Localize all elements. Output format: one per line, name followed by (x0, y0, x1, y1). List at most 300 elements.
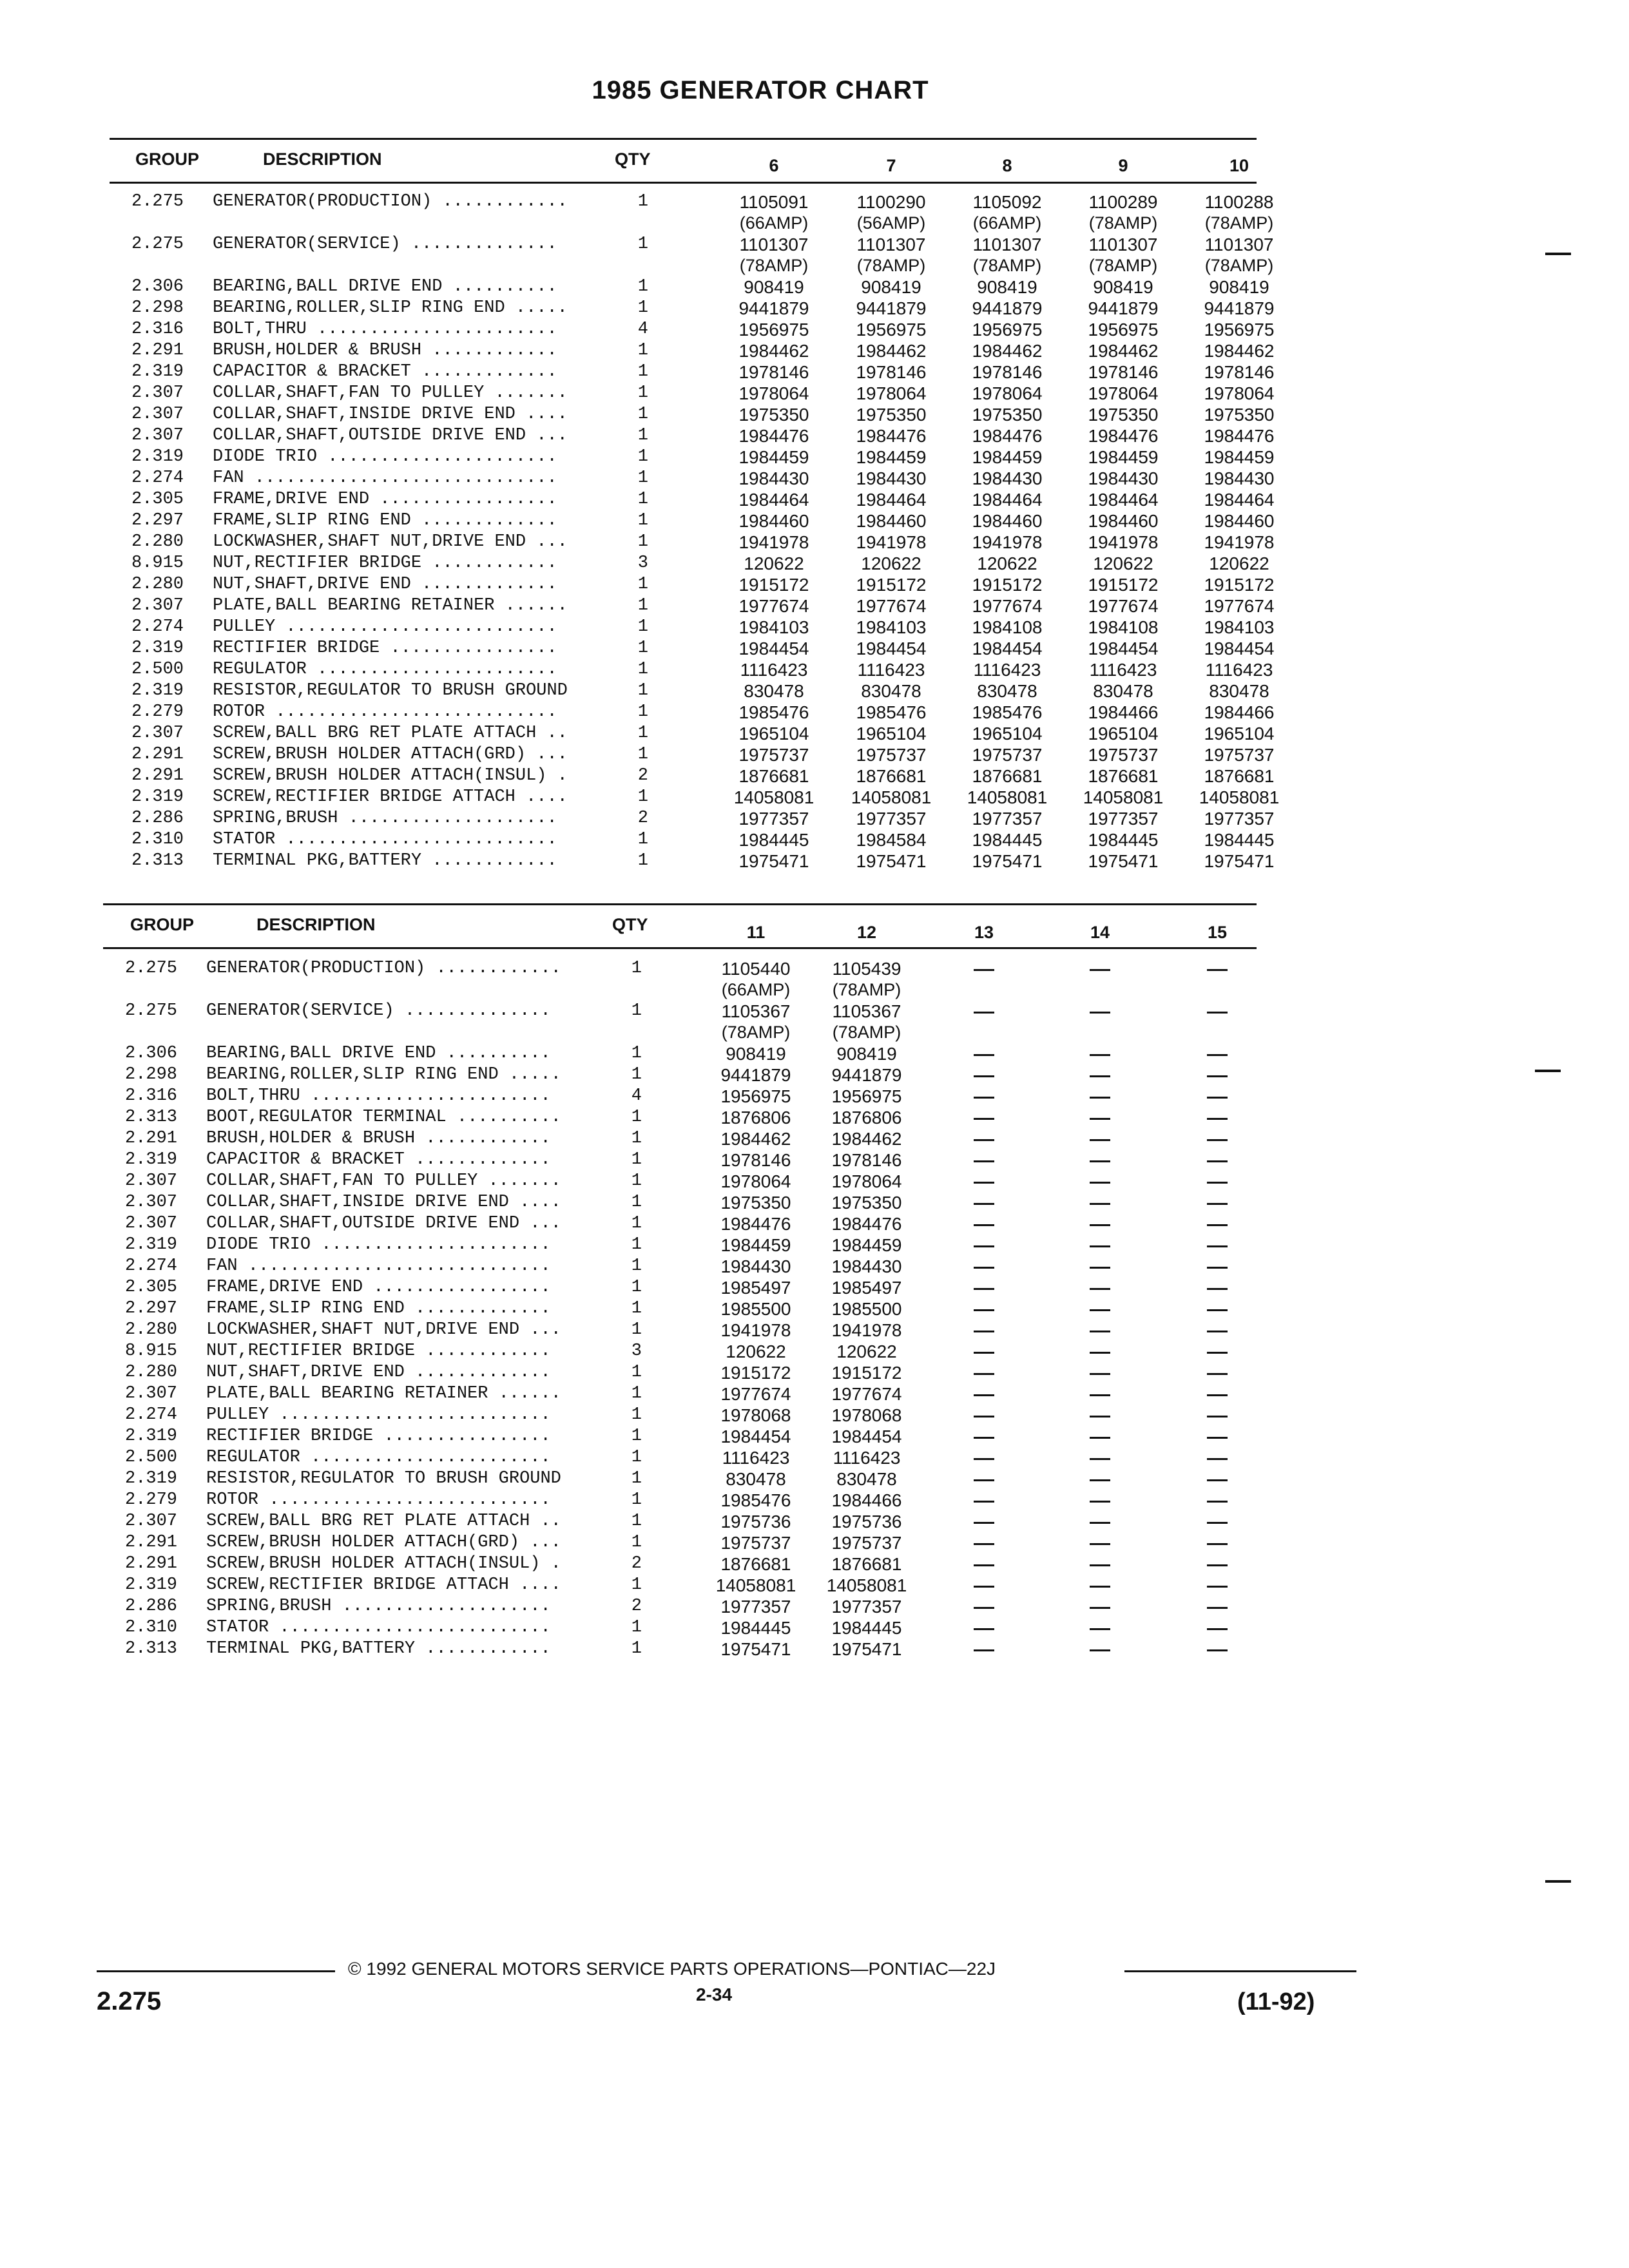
group-code: 2.275 (97, 1987, 162, 2015)
not-applicable-dash (1052, 1171, 1148, 1192)
dash-mark (1090, 1522, 1110, 1524)
part-number-cell: 1984454 (831, 1427, 902, 1446)
part-number-cell: 1941978 (856, 532, 927, 552)
not-applicable-dash (936, 1512, 1032, 1532)
dash-mark (974, 1416, 994, 1418)
amperage-cell: (78AMP) (1088, 256, 1158, 275)
dash-mark (1090, 1288, 1110, 1290)
dash-mark (1090, 1416, 1110, 1418)
group-cell: 2.306 (125, 1044, 178, 1063)
dash-mark (1090, 1245, 1110, 1247)
header-description: DESCRIPTION (256, 915, 376, 934)
dash-mark (1090, 1543, 1110, 1545)
not-applicable-dash (1169, 1490, 1266, 1511)
dash-mark (1207, 1649, 1228, 1651)
part-number-cell: 1978064 (856, 383, 927, 403)
table-row (110, 468, 1275, 490)
part-number-cell: 1984464 (1204, 490, 1275, 510)
qty-cell: 1 (631, 1512, 642, 1531)
part-number-cell: 1984430 (831, 1256, 902, 1276)
part-number-cell: 1105439 (832, 959, 901, 979)
description-cell: PULLEY .......................... (213, 617, 557, 637)
amperage-cell: (66AMP) (739, 213, 809, 233)
not-applicable-dash (1052, 1278, 1148, 1298)
part-number-cell: 1984459 (738, 447, 809, 467)
table-row (110, 426, 1275, 447)
part-number-cell: 1984445 (1088, 830, 1159, 850)
part-number-cell: 1984476 (1204, 426, 1275, 446)
qty-cell: 1 (631, 1256, 642, 1276)
table-row (110, 809, 1275, 830)
part-number-cell: 1965104 (972, 724, 1043, 744)
table-row (103, 1341, 1257, 1363)
table-row (110, 617, 1275, 639)
part-number-cell: 1956975 (1088, 320, 1159, 340)
part-number-cell: 1984454 (972, 639, 1043, 658)
description-cell: CAPACITOR & BRACKET ............. (213, 362, 557, 381)
part-number-cell: 1105091 (739, 192, 809, 212)
qty-cell: 1 (637, 277, 648, 296)
description-cell: COLLAR,SHAFT,OUTSIDE DRIVE END ... (213, 426, 568, 445)
group-cell: 2.310 (131, 830, 184, 849)
group-cell: 2.307 (131, 405, 184, 424)
dash-mark (1207, 1564, 1228, 1566)
table-row (103, 1427, 1257, 1448)
description-cell: GENERATOR(SERVICE) .............. (213, 235, 557, 254)
qty-cell: 1 (631, 1320, 642, 1340)
table-row (110, 341, 1275, 362)
part-number-cell: 1956975 (720, 1086, 791, 1106)
description-cell: REGULATOR ....................... (213, 660, 557, 679)
dash-mark (1090, 1649, 1110, 1651)
part-number-cell: 1984454 (738, 639, 809, 658)
part-number-cell: 1984462 (738, 341, 809, 361)
part-number-cell: 1915172 (972, 575, 1043, 595)
table-row (110, 745, 1275, 766)
group-cell: 2.280 (125, 1320, 178, 1340)
not-applicable-dash (1052, 1575, 1148, 1596)
not-applicable-dash (936, 1044, 1032, 1064)
group-cell: 2.291 (131, 766, 184, 785)
not-applicable-dash (1052, 1618, 1148, 1639)
description-cell: SCREW,RECTIFIER BRIDGE ATTACH .... (206, 1575, 561, 1595)
qty-cell: 1 (637, 468, 648, 488)
not-applicable-dash (1052, 1065, 1148, 1086)
part-number-cell: 1977674 (1088, 596, 1159, 616)
table-row (110, 851, 1275, 872)
group-cell: 2.291 (125, 1129, 178, 1148)
qty-cell: 1 (631, 1490, 642, 1510)
table-row (110, 766, 1275, 787)
part-number-cell: 1975736 (831, 1512, 902, 1532)
part-number-cell: 1915172 (831, 1363, 902, 1383)
table-row (110, 320, 1275, 341)
part-number-cell: 1915172 (1204, 575, 1275, 595)
table-row (103, 1108, 1257, 1129)
qty-cell: 1 (637, 681, 648, 700)
qty-cell: 1 (631, 1448, 642, 1467)
table-row (103, 1235, 1257, 1256)
table-row (103, 1384, 1257, 1405)
table-row (103, 1490, 1257, 1512)
dash-mark (974, 1522, 994, 1524)
table-row (103, 1150, 1257, 1171)
not-applicable-dash (1052, 1363, 1148, 1383)
qty-cell: 1 (631, 1427, 642, 1446)
table-row (110, 192, 1274, 213)
part-number-cell: 1876681 (831, 1554, 902, 1574)
dash-mark (1207, 1607, 1228, 1609)
part-number-cell: 1978064 (972, 383, 1043, 403)
qty-cell: 1 (637, 639, 648, 658)
dash-mark (1207, 1331, 1228, 1332)
not-applicable-dash (936, 1448, 1032, 1468)
header-group: GROUP (135, 149, 200, 169)
part-number-cell: 1975471 (1088, 851, 1159, 871)
amperage-cell: (78AMP) (1088, 213, 1158, 233)
qty-cell: 1 (631, 1001, 642, 1021)
part-number-cell: 1975737 (1088, 745, 1159, 765)
part-number-cell: 1984476 (1088, 426, 1159, 446)
dash-mark (1090, 1267, 1110, 1269)
part-number-cell: 1978146 (1088, 362, 1159, 382)
group-cell: 2.279 (131, 702, 184, 722)
dash-mark (974, 1628, 994, 1630)
part-number-cell: 1978064 (831, 1171, 902, 1191)
not-applicable-dash (1169, 1512, 1266, 1532)
dash-mark (1090, 1139, 1110, 1141)
part-number-cell: 120622 (744, 553, 804, 573)
qty-cell: 1 (631, 1469, 642, 1488)
part-number-cell: 1105367 (832, 1001, 901, 1021)
footer-rule-left (97, 1970, 335, 1972)
part-number-cell: 1985476 (972, 702, 1043, 722)
part-number-cell: 908419 (1209, 277, 1269, 297)
part-number-cell: 1116423 (1205, 660, 1273, 680)
description-cell: GENERATOR(SERVICE) .............. (206, 1001, 551, 1021)
dash-mark (974, 1331, 994, 1332)
not-applicable-dash (1169, 1384, 1266, 1405)
part-number-cell: 1984464 (972, 490, 1043, 510)
part-number-cell: 1984430 (1204, 468, 1275, 488)
part-number-cell: 830478 (726, 1469, 786, 1489)
part-number-cell: 1984459 (1088, 447, 1159, 467)
not-applicable-dash (1052, 1469, 1148, 1490)
group-cell: 2.307 (131, 596, 184, 615)
not-applicable-dash (1052, 1235, 1148, 1256)
group-cell: 2.307 (131, 426, 184, 445)
part-number-cell: 1876681 (1088, 766, 1159, 786)
dash-mark (1090, 1097, 1110, 1099)
part-number-cell: 1978064 (720, 1171, 791, 1191)
part-number-cell: 908419 (744, 277, 804, 297)
part-number-cell: 1100288 (1204, 192, 1274, 212)
dash-mark (1090, 1607, 1110, 1609)
not-applicable-dash (936, 1001, 1032, 1022)
not-applicable-dash (1052, 1044, 1148, 1064)
qty-cell: 1 (631, 1065, 642, 1084)
part-number-cell: 9441879 (720, 1065, 791, 1085)
description-cell: COLLAR,SHAFT,INSIDE DRIVE END .... (213, 405, 568, 424)
dash-mark (1090, 1309, 1110, 1311)
description-cell: BEARING,ROLLER,SLIP RING END ..... (213, 298, 568, 318)
amperage-cell: (78AMP) (832, 1023, 901, 1042)
dash-mark (1090, 1586, 1110, 1588)
part-number-cell: 1101307 (972, 235, 1042, 255)
qty-cell: 4 (637, 320, 648, 339)
table-row (103, 1597, 1257, 1618)
part-number-cell: 1984476 (720, 1214, 791, 1234)
dash-mark (974, 1097, 994, 1099)
description-cell: FRAME,SLIP RING END ............. (206, 1299, 551, 1318)
qty-cell: 2 (631, 1597, 642, 1616)
dash-mark (1207, 1288, 1228, 1290)
group-cell: 2.307 (125, 1512, 178, 1531)
amperage-cell: (78AMP) (832, 980, 901, 999)
amperage-cell: (78AMP) (856, 256, 926, 275)
dash-mark (974, 1309, 994, 1311)
qty-cell: 1 (631, 1278, 642, 1297)
group-cell: 2.291 (125, 1533, 178, 1552)
not-applicable-dash (936, 1235, 1032, 1256)
dash-mark (974, 1245, 994, 1247)
part-number-cell: 1978146 (720, 1150, 791, 1170)
dash-mark (1090, 1203, 1110, 1205)
description-cell: TERMINAL PKG,BATTERY ............ (213, 851, 557, 870)
group-cell: 2.274 (125, 1405, 178, 1425)
dash-mark (1207, 1118, 1228, 1120)
part-number-cell: 830478 (744, 681, 804, 701)
qty-cell: 1 (637, 383, 648, 403)
dash-mark (974, 1352, 994, 1354)
dash-mark (974, 1012, 994, 1014)
table-row (103, 1639, 1257, 1660)
part-number-cell: 1975471 (831, 1639, 902, 1659)
group-cell: 2.319 (125, 1469, 178, 1488)
dash-mark (974, 1458, 994, 1460)
description-cell: BRUSH,HOLDER & BRUSH ............ (213, 341, 557, 360)
not-applicable-dash (1052, 1108, 1148, 1128)
part-number-cell: 1975350 (720, 1193, 791, 1213)
dash-mark (974, 1373, 994, 1375)
dash-mark (1207, 1054, 1228, 1056)
part-number-cell: 1984445 (720, 1618, 791, 1638)
part-number-cell: 9441879 (738, 298, 809, 318)
part-number-cell: 1978064 (1088, 383, 1159, 403)
part-number-cell: 9441879 (856, 298, 927, 318)
part-number-cell: 1984103 (1204, 617, 1275, 637)
dash-mark (1090, 1458, 1110, 1460)
description-cell: COLLAR,SHAFT,INSIDE DRIVE END .... (206, 1193, 561, 1212)
part-number-cell: 1975471 (1204, 851, 1275, 871)
qty-cell: 4 (631, 1086, 642, 1106)
description-cell: SCREW,BRUSH HOLDER ATTACH(INSUL) . (206, 1554, 561, 1573)
part-number-cell: 14058081 (1083, 787, 1164, 807)
group-cell: 2.280 (131, 575, 184, 594)
dash-mark (1207, 1522, 1228, 1524)
qty-cell: 1 (631, 959, 642, 978)
dash-mark (974, 1224, 994, 1226)
part-number-cell: 9441879 (831, 1065, 902, 1085)
dash-mark (1090, 1564, 1110, 1566)
table-row (103, 1044, 1257, 1065)
dash-mark (1207, 1224, 1228, 1226)
part-number-cell: 1876681 (720, 1554, 791, 1574)
part-number-cell: 1978146 (831, 1150, 902, 1170)
part-number-cell: 1965104 (856, 724, 927, 744)
table-row (103, 1575, 1257, 1597)
qty-cell: 1 (637, 660, 648, 679)
not-applicable-dash (936, 1086, 1032, 1107)
not-applicable-dash (936, 1554, 1032, 1575)
qty-cell: 1 (637, 617, 648, 637)
part-number-cell: 1984454 (720, 1427, 791, 1446)
dash-mark (1207, 1628, 1228, 1630)
dash-mark (1090, 1501, 1110, 1503)
qty-cell: 1 (631, 1618, 642, 1637)
header-rule (110, 182, 1257, 184)
part-number-cell: 1977674 (738, 596, 809, 616)
not-applicable-dash (1052, 1490, 1148, 1511)
qty-cell: 1 (637, 405, 648, 424)
qty-cell: 1 (637, 830, 648, 849)
qty-cell: 1 (637, 235, 648, 254)
not-applicable-dash (936, 1108, 1032, 1128)
part-number-cell: 1984459 (831, 1235, 902, 1255)
table-header (110, 129, 1257, 186)
not-applicable-dash (1169, 1427, 1266, 1447)
group-cell: 2.319 (131, 681, 184, 700)
part-number-cell: 9441879 (1088, 298, 1159, 318)
group-cell: 2.275 (131, 235, 184, 254)
part-number-cell: 9441879 (972, 298, 1043, 318)
part-number-cell: 1984476 (738, 426, 809, 446)
part-number-cell: 1984462 (831, 1129, 902, 1149)
part-number-cell: 1876681 (738, 766, 809, 786)
not-applicable-dash (1052, 1001, 1148, 1022)
description-cell: BOLT,THRU ....................... (213, 320, 557, 339)
part-number-cell: 1984445 (1204, 830, 1275, 850)
part-number-cell: 1100290 (856, 192, 926, 212)
group-cell: 8.915 (125, 1341, 178, 1361)
amperage-row (110, 256, 1274, 277)
header-col: 15 (1207, 923, 1228, 942)
group-cell: 2.319 (131, 787, 184, 807)
part-number-cell: 830478 (836, 1469, 897, 1489)
part-number-cell: 1984445 (972, 830, 1043, 850)
dash-mark (1207, 1543, 1228, 1545)
part-number-cell: 1977674 (856, 596, 927, 616)
part-number-cell: 830478 (1093, 681, 1153, 701)
header-col: 12 (856, 923, 877, 942)
group-cell: 2.291 (131, 341, 184, 360)
not-applicable-dash (1169, 1618, 1266, 1639)
part-number-cell: 1975471 (856, 851, 927, 871)
dash-mark (1207, 1160, 1228, 1162)
qty-cell: 1 (637, 447, 648, 466)
dash-mark (974, 1649, 994, 1651)
part-number-cell: 1116423 (1089, 660, 1157, 680)
not-applicable-dash (936, 1129, 1032, 1149)
part-number-cell: 1975350 (738, 405, 809, 425)
group-cell: 2.307 (125, 1171, 178, 1191)
dash-mark (1090, 1479, 1110, 1481)
description-cell: SCREW,BRUSH HOLDER ATTACH(INSUL) . (213, 766, 568, 785)
table-row (110, 787, 1280, 809)
not-applicable-dash (936, 1597, 1032, 1617)
not-applicable-dash (936, 1320, 1032, 1341)
table-body (110, 192, 1280, 872)
part-number-cell: 1984454 (1204, 639, 1275, 658)
qty-cell: 2 (631, 1554, 642, 1573)
part-number-cell: 1116423 (833, 1448, 901, 1468)
dash-mark (1090, 1118, 1110, 1120)
group-cell: 2.307 (131, 383, 184, 403)
part-number-cell: 1985476 (720, 1490, 791, 1510)
dash-mark (974, 1054, 994, 1056)
header-qty: QTY (615, 149, 651, 169)
dash-mark (974, 1139, 994, 1141)
description-cell: GENERATOR(PRODUCTION) ............ (213, 192, 568, 211)
dash-mark (974, 969, 994, 971)
part-number-cell: 830478 (977, 681, 1037, 701)
not-applicable-dash (936, 1427, 1032, 1447)
part-number-cell: 120622 (1093, 553, 1153, 573)
group-cell: 2.291 (131, 745, 184, 764)
part-number-cell: 1984466 (1204, 702, 1275, 722)
description-cell: CAPACITOR & BRACKET ............. (206, 1150, 551, 1169)
description-cell: RECTIFIER BRIDGE ................ (206, 1427, 551, 1446)
part-number-cell: 1975737 (720, 1533, 791, 1553)
not-applicable-dash (1052, 1533, 1148, 1553)
date-code: (11-92) (1237, 1988, 1315, 2015)
part-number-cell: 1984103 (738, 617, 809, 637)
part-number-cell: 1984430 (720, 1256, 791, 1276)
description-cell: FRAME,DRIVE END ................. (206, 1278, 551, 1297)
part-number-cell: 1941978 (738, 532, 809, 552)
dash-mark (974, 1118, 994, 1120)
description-cell: SPRING,BRUSH .................... (213, 809, 557, 828)
page-number: 2-34 (696, 1984, 733, 2004)
qty-cell: 3 (631, 1341, 642, 1361)
part-number-cell: 1984454 (856, 639, 927, 658)
group-cell: 2.298 (125, 1065, 178, 1084)
part-number-cell: 1984108 (1088, 617, 1159, 637)
group-cell: 2.500 (125, 1448, 178, 1467)
description-cell: SCREW,BRUSH HOLDER ATTACH(GRD) ... (213, 745, 568, 764)
dash-mark (1090, 1628, 1110, 1630)
dash-mark (1207, 1352, 1228, 1354)
table-row (110, 383, 1275, 405)
qty-cell: 2 (637, 766, 648, 785)
amperage-row (110, 213, 1274, 235)
part-number-cell: 1876681 (1204, 766, 1275, 786)
group-cell: 2.275 (125, 959, 178, 978)
header-group: GROUP (130, 915, 195, 934)
part-number-cell: 1984108 (972, 617, 1043, 637)
qty-cell: 1 (631, 1575, 642, 1595)
amperage-cell: (66AMP) (972, 213, 1042, 233)
part-number-cell: 1978068 (831, 1405, 902, 1425)
part-number-cell: 1984464 (1088, 490, 1159, 510)
group-cell: 2.291 (125, 1554, 178, 1573)
dash-mark (974, 1394, 994, 1396)
part-number-cell: 1984460 (1204, 511, 1275, 531)
description-cell: BRUSH,HOLDER & BRUSH ............ (206, 1129, 551, 1148)
table-header (103, 894, 1257, 951)
description-cell: NUT,SHAFT,DRIVE END ............. (213, 575, 557, 594)
part-number-cell: 1984462 (720, 1129, 791, 1149)
